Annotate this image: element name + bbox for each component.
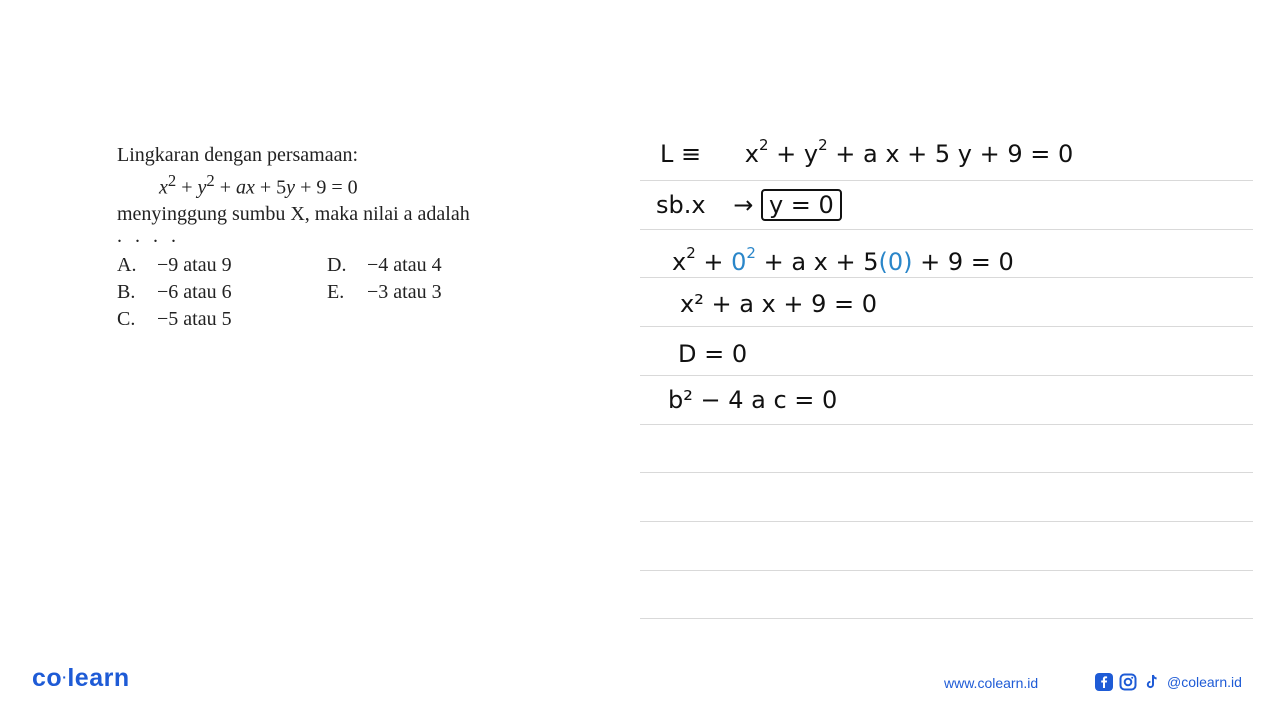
choice-e: E. −3 atau 3 [327, 281, 442, 303]
solution-line-3: $x^2 + 0^2 + a$ x + 5(0) + 9 = 0 [672, 244, 1014, 276]
problem-dots: . . . . [117, 224, 180, 247]
solution-line-5: D = 0 [678, 340, 748, 368]
website-link[interactable]: www.colearn.id [944, 675, 1039, 691]
rule-line [640, 472, 1253, 473]
problem-intro: Lingkaran dengan persamaan: [117, 144, 359, 166]
choice-a: A. −9 atau 9 [117, 254, 232, 276]
facebook-icon[interactable] [1095, 673, 1113, 691]
colearn-logo: co·learn [32, 664, 130, 692]
rule-line [640, 375, 1253, 376]
rule-line [640, 180, 1253, 181]
choice-d: D. −4 atau 4 [327, 254, 442, 276]
rule-line [640, 570, 1253, 571]
rule-line [640, 277, 1253, 278]
social-links [1095, 673, 1242, 691]
problem-question: menyinggung sumbu X, maka nilai a adalah [117, 202, 470, 225]
rule-line [640, 424, 1253, 425]
solution-line-2: sb.x → y = 0 [656, 191, 842, 219]
rule-line [640, 326, 1253, 327]
social-handle[interactable]: @colearn.id [1167, 674, 1242, 690]
choice-c: C. −5 atau 5 [117, 308, 232, 330]
solution-line-4: x² + a x + 9 = 0 [680, 290, 878, 318]
choice-b: B. −6 atau 6 [117, 281, 232, 303]
instagram-icon[interactable] [1119, 673, 1137, 691]
problem-statement [117, 142, 557, 249]
circle-equation: $x^2 + y^2$ + ax + 5y + 9 = 0 [159, 171, 358, 199]
solution-line-1: $L \equiv x^2 + y^2 + a$ x + 5 y + 9 = 0 [660, 136, 1074, 168]
rule-line [640, 521, 1253, 522]
solution-line-6: b² − 4 a c = 0 [668, 386, 838, 414]
tiktok-icon[interactable] [1143, 673, 1161, 691]
rule-line [640, 229, 1253, 230]
boxed-condition: y = 0 [761, 189, 842, 221]
rule-line [640, 618, 1253, 619]
